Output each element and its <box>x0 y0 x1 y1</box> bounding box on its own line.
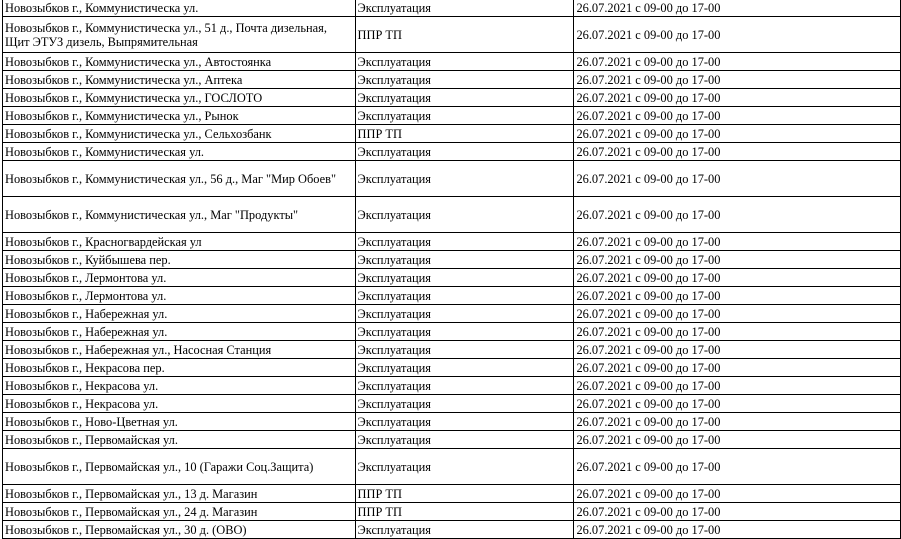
address-cell: Новозыбков г., Коммунистическая ул., 56 д., Маг "Мир Обоев" <box>3 161 356 197</box>
table-row <box>3 521 901 539</box>
address-cell: Новозыбков г., Лермонтова ул. <box>3 287 356 305</box>
address-cell: Новозыбков г., Коммунистическая ул., Маг "Продукты" <box>3 197 356 233</box>
time-cell: 26.07.2021 с 09-00 до 17-00 <box>574 377 901 395</box>
address-cell: Новозыбков г., Куйбышева пер. <box>3 251 356 269</box>
table-row <box>3 269 901 287</box>
reason-cell: Эксплуатация <box>355 233 574 251</box>
time-cell: 26.07.2021 с 09-00 до 17-00 <box>574 17 901 53</box>
address-cell: Новозыбков г., Коммунистическа ул., Автостоянка <box>3 53 356 71</box>
time-cell: 26.07.2021 с 09-00 до 17-00 <box>574 89 901 107</box>
reason-cell: Эксплуатация <box>355 449 574 485</box>
table-row <box>3 0 901 17</box>
reason-cell: Эксплуатация <box>355 143 574 161</box>
reason-cell: Эксплуатация <box>355 341 574 359</box>
table-row <box>3 53 901 71</box>
time-cell: 26.07.2021 с 09-00 до 17-00 <box>574 251 901 269</box>
address-cell: Новозыбков г., Некрасова пер. <box>3 359 356 377</box>
time-cell: 26.07.2021 с 09-00 до 17-00 <box>574 197 901 233</box>
address-cell: Новозыбков г., Ново-Цветная ул. <box>3 413 356 431</box>
address-cell: Новозыбков г., Набережная ул. <box>3 305 356 323</box>
reason-cell: Эксплуатация <box>355 0 574 17</box>
address-cell: Новозыбков г., Некрасова ул. <box>3 395 356 413</box>
reason-cell: Эксплуатация <box>355 431 574 449</box>
reason-cell: ППР ТП <box>355 503 574 521</box>
address-cell: Новозыбков г., Коммунистическа ул., Сельхозбанк <box>3 125 356 143</box>
reason-cell: Эксплуатация <box>355 107 574 125</box>
table-row <box>3 323 901 341</box>
time-cell: 26.07.2021 с 09-00 до 17-00 <box>574 395 901 413</box>
time-cell: 26.07.2021 с 09-00 до 17-00 <box>574 107 901 125</box>
reason-cell: Эксплуатация <box>355 305 574 323</box>
address-cell: Новозыбков г., Набережная ул. <box>3 323 356 341</box>
address-cell: Новозыбков г., Коммунистическа ул., ГОСЛОТО <box>3 89 356 107</box>
address-cell: Новозыбков г., Первомайская ул., 24 д. Магазин <box>3 503 356 521</box>
table-row <box>3 89 901 107</box>
reason-cell: Эксплуатация <box>355 521 574 539</box>
address-cell: Новозыбков г., Некрасова ул. <box>3 377 356 395</box>
table-row <box>3 395 901 413</box>
reason-cell: ППР ТП <box>355 17 574 53</box>
time-cell: 26.07.2021 с 09-00 до 17-00 <box>574 287 901 305</box>
address-cell: Новозыбков г., Коммунистическа ул., Рынок <box>3 107 356 125</box>
time-cell: 26.07.2021 с 09-00 до 17-00 <box>574 413 901 431</box>
table-row <box>3 251 901 269</box>
reason-cell: Эксплуатация <box>355 89 574 107</box>
address-cell: Новозыбков г., Коммунистическа ул. <box>3 0 356 17</box>
time-cell: 26.07.2021 с 09-00 до 17-00 <box>574 71 901 89</box>
table-row <box>3 413 901 431</box>
table-row <box>3 233 901 251</box>
table-row <box>3 197 901 233</box>
table-row <box>3 287 901 305</box>
table-row <box>3 161 901 197</box>
time-cell: 26.07.2021 с 09-00 до 17-00 <box>574 323 901 341</box>
time-cell: 26.07.2021 с 09-00 до 17-00 <box>574 359 901 377</box>
time-cell: 26.07.2021 с 09-00 до 17-00 <box>574 233 901 251</box>
outage-table <box>2 0 901 539</box>
time-cell: 26.07.2021 с 09-00 до 17-00 <box>574 521 901 539</box>
table-row <box>3 341 901 359</box>
address-cell: Новозыбков г., Первомайская ул., 10 (Гаражи Соц.Защита) <box>3 449 356 485</box>
table-row <box>3 449 901 485</box>
address-cell: Новозыбков г., Первомайская ул. <box>3 431 356 449</box>
time-cell: 26.07.2021 с 09-00 до 17-00 <box>574 269 901 287</box>
reason-cell: Эксплуатация <box>355 251 574 269</box>
time-cell: 26.07.2021 с 09-00 до 17-00 <box>574 449 901 485</box>
address-cell: Новозыбков г., Коммунистическа ул., Аптека <box>3 71 356 89</box>
time-cell: 26.07.2021 с 09-00 до 17-00 <box>574 485 901 503</box>
address-cell: Новозыбков г., Первомайская ул., 30 д. (ОВО) <box>3 521 356 539</box>
reason-cell: Эксплуатация <box>355 377 574 395</box>
address-cell: Новозыбков г., Лермонтова ул. <box>3 269 356 287</box>
table-row <box>3 17 901 53</box>
time-cell: 26.07.2021 с 09-00 до 17-00 <box>574 53 901 71</box>
time-cell: 26.07.2021 с 09-00 до 17-00 <box>574 143 901 161</box>
table-row <box>3 143 901 161</box>
reason-cell: Эксплуатация <box>355 395 574 413</box>
table-row <box>3 125 901 143</box>
table-row <box>3 431 901 449</box>
table-row <box>3 377 901 395</box>
reason-cell: Эксплуатация <box>355 53 574 71</box>
table-row <box>3 107 901 125</box>
table-row <box>3 503 901 521</box>
address-cell: Новозыбков г., Красногвардейская ул <box>3 233 356 251</box>
reason-cell: Эксплуатация <box>355 269 574 287</box>
table-row <box>3 485 901 503</box>
time-cell: 26.07.2021 с 09-00 до 17-00 <box>574 305 901 323</box>
address-cell: Новозыбков г., Коммунистическа ул., 51 д., Почта дизельная, Щит ЭТУЗ дизель, Выпрямительная <box>3 17 356 53</box>
reason-cell: Эксплуатация <box>355 287 574 305</box>
time-cell: 26.07.2021 с 09-00 до 17-00 <box>574 431 901 449</box>
table-row <box>3 359 901 377</box>
time-cell: 26.07.2021 с 09-00 до 17-00 <box>574 125 901 143</box>
reason-cell: Эксплуатация <box>355 413 574 431</box>
table-row <box>3 71 901 89</box>
time-cell: 26.07.2021 с 09-00 до 17-00 <box>574 341 901 359</box>
time-cell: 26.07.2021 с 09-00 до 17-00 <box>574 161 901 197</box>
time-cell: 26.07.2021 с 09-00 до 17-00 <box>574 0 901 17</box>
reason-cell: Эксплуатация <box>355 161 574 197</box>
reason-cell: Эксплуатация <box>355 359 574 377</box>
table-row <box>3 305 901 323</box>
address-cell: Новозыбков г., Первомайская ул., 13 д. Магазин <box>3 485 356 503</box>
reason-cell: Эксплуатация <box>355 323 574 341</box>
reason-cell: ППР ТП <box>355 485 574 503</box>
address-cell: Новозыбков г., Коммунистическая ул. <box>3 143 356 161</box>
reason-cell: Эксплуатация <box>355 197 574 233</box>
time-cell: 26.07.2021 с 09-00 до 17-00 <box>574 503 901 521</box>
reason-cell: Эксплуатация <box>355 71 574 89</box>
reason-cell: ППР ТП <box>355 125 574 143</box>
address-cell: Новозыбков г., Набережная ул., Насосная Станция <box>3 341 356 359</box>
